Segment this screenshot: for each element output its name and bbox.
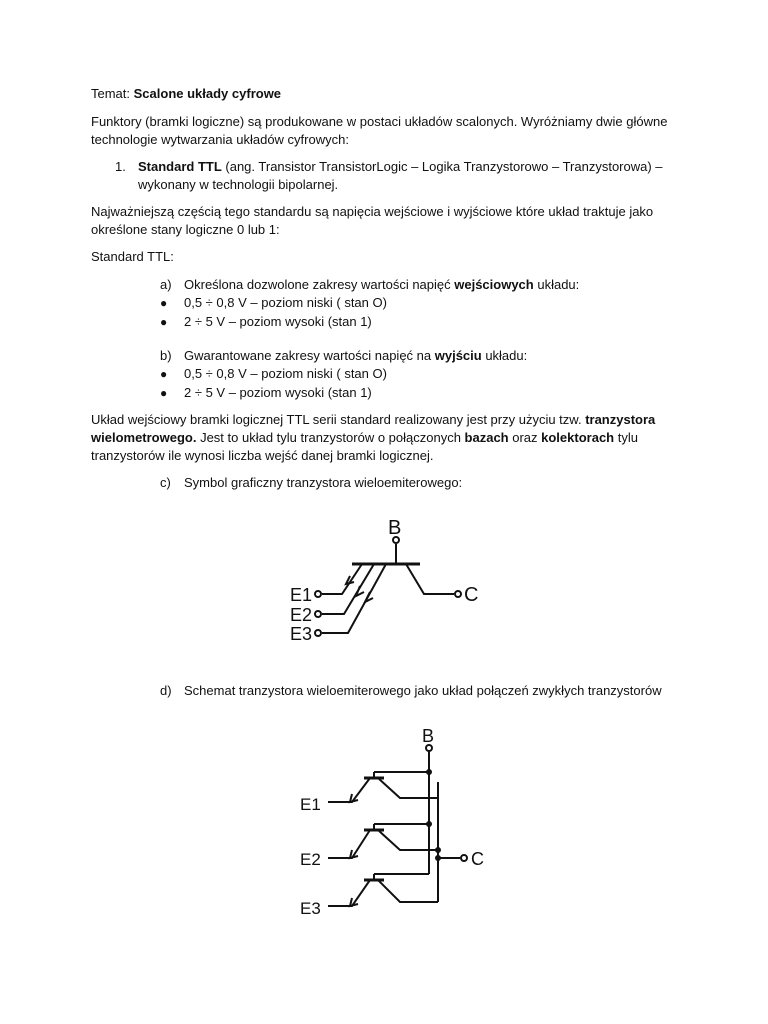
list-b-marker: b) bbox=[160, 348, 172, 363]
collector-terminal bbox=[461, 855, 467, 861]
para3-l2-mid: Jest to układ tylu tranzystorów o połączonych bbox=[196, 430, 465, 445]
intro-line-1: Funktory (bramki logiczne) są produkowane w postaci układów scalonych. Wyróżniamy dwie główne bbox=[91, 114, 668, 129]
t2-emitter bbox=[328, 830, 370, 858]
collector-label: C bbox=[471, 849, 484, 869]
emitter-label-2: E2 bbox=[290, 605, 313, 625]
topic-label: Temat: bbox=[91, 86, 131, 101]
junction-dot bbox=[435, 855, 441, 861]
list-a-bold: wejściowych bbox=[454, 277, 534, 292]
standard-label: Standard TTL: bbox=[91, 249, 174, 264]
item1-line-1 bbox=[138, 158, 663, 176]
emitter-lead-2 bbox=[322, 564, 374, 614]
collector-label: C bbox=[464, 584, 479, 606]
para3-line-2 bbox=[91, 429, 638, 447]
emitter-terminal-3 bbox=[315, 630, 321, 636]
para3-l2-bold: wielometrowego. bbox=[91, 430, 197, 445]
list-b-heading bbox=[184, 347, 527, 365]
multi-emitter-transistor-symbol bbox=[280, 510, 500, 650]
item1-line-2: wykonany w technologii bipolarnej. bbox=[138, 177, 339, 192]
list-b-bold: wyjściu bbox=[434, 348, 482, 363]
emitter-label-1: E1 bbox=[290, 585, 313, 605]
bullet-icon: ● bbox=[160, 367, 168, 381]
list-b-bullet-1: 0,5 ÷ 0,8 V – poziom niski ( stan O) bbox=[184, 366, 387, 381]
emitter-label-3: E3 bbox=[300, 899, 321, 918]
list-a-marker: a) bbox=[160, 277, 172, 292]
para3-l1-bold: tranzystora bbox=[585, 412, 656, 427]
item1-name: Standard TTL bbox=[138, 159, 222, 174]
emitter-lead-1 bbox=[322, 564, 362, 594]
topic-title: Scalone układy cyfrowe bbox=[133, 86, 282, 101]
emitter-label-1: E1 bbox=[300, 795, 321, 814]
bullet-icon: ● bbox=[160, 386, 168, 400]
item-c-marker: c) bbox=[160, 475, 171, 490]
t3-collector bbox=[378, 880, 438, 902]
item-d-text: Schemat tranzystora wieloemiterowego jako układ połączeń zwykłych tranzystorów bbox=[184, 683, 662, 698]
collector-terminal bbox=[455, 591, 461, 597]
emitter-terminal-1 bbox=[315, 591, 321, 597]
emitter-label-2: E2 bbox=[300, 850, 321, 869]
bullet-icon: ● bbox=[160, 315, 168, 329]
para3-l2-bold2: bazach bbox=[464, 430, 509, 445]
emitter-arrow-icon bbox=[365, 592, 373, 602]
item1-rest: (ang. Transistor TransistorLogic – Logika Tranzystorowo – Tranzystorowa) – bbox=[221, 159, 663, 174]
topic-line bbox=[91, 85, 281, 103]
para3-l2-post: tylu bbox=[614, 430, 638, 445]
base-label: B bbox=[388, 517, 402, 539]
item-c-text: Symbol graficzny tranzystora wieloemiterowego: bbox=[184, 475, 463, 490]
list-b-pre: Gwarantowane zakresy wartości napięć na bbox=[184, 348, 435, 363]
t1-emitter bbox=[328, 778, 370, 802]
intro-line-2: technologie wytwarzania układów cyfrowych: bbox=[91, 132, 349, 147]
para2-line-2: określone stany logiczne 0 lub 1: bbox=[91, 222, 280, 237]
para3-line-3: tranzystorów ile wynosi liczba wejść danej bramki logicznej. bbox=[91, 448, 434, 463]
multi-emitter-discrete-schematic bbox=[290, 722, 510, 922]
base-label: B bbox=[422, 726, 435, 746]
emitter-label-3: E3 bbox=[290, 624, 313, 644]
list-a-heading bbox=[184, 276, 579, 294]
item1-number: 1. bbox=[115, 159, 126, 174]
item-d-marker: d) bbox=[160, 683, 172, 698]
list-a-pre: Określona dozwolone zakresy wartości napięć bbox=[184, 277, 455, 292]
para3-l2-bold3: kolektorach bbox=[541, 430, 615, 445]
para3-l1-pre: Układ wejściowy bramki logicznej TTL serii standard realizowany jest przy użyciu tzw. bbox=[91, 412, 586, 427]
collector-lead bbox=[406, 564, 454, 594]
para2-line-1: Najważniejszą częścią tego standardu są napięcia wejściowe i wyjściowe które układ traktuje jako bbox=[91, 204, 654, 219]
bullet-icon: ● bbox=[160, 296, 168, 310]
junction-dot bbox=[426, 769, 432, 775]
para3-l2-mid2: oraz bbox=[508, 430, 542, 445]
emitter-arrow-icon bbox=[356, 586, 364, 596]
para3-line-1 bbox=[91, 411, 655, 429]
t3-emitter bbox=[328, 880, 370, 906]
list-a-post: układu: bbox=[533, 277, 580, 292]
junction-dot bbox=[426, 821, 432, 827]
list-b-post: układu: bbox=[481, 348, 528, 363]
emitter-terminal-2 bbox=[315, 611, 321, 617]
junction-dot bbox=[435, 847, 441, 853]
list-a-bullet-2: 2 ÷ 5 V – poziom wysoki (stan 1) bbox=[184, 314, 372, 329]
list-b-bullet-2: 2 ÷ 5 V – poziom wysoki (stan 1) bbox=[184, 385, 372, 400]
list-a-bullet-1: 0,5 ÷ 0,8 V – poziom niski ( stan O) bbox=[184, 295, 387, 310]
